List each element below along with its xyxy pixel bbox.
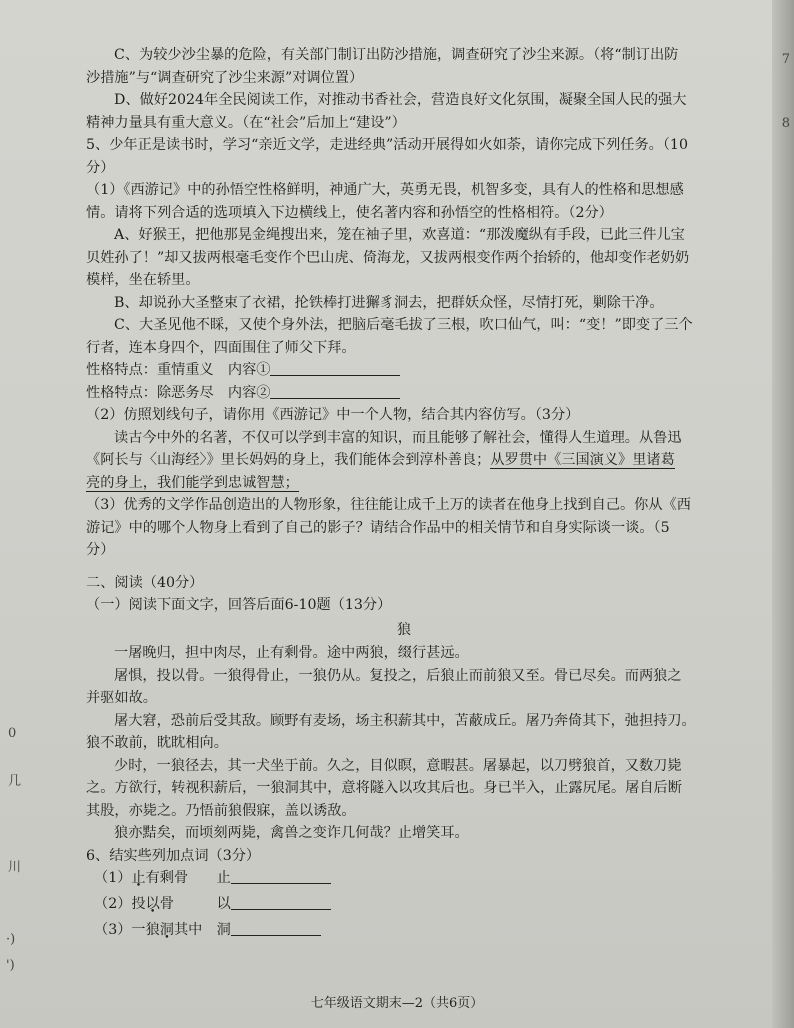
target-word: 以	[216, 896, 231, 912]
option-b: B、却说孙大圣整束了衣裙，抡铁棒打进獬豸洞去，把群妖众怪，尽情打死，剿除干净。	[114, 294, 664, 311]
right-page-edge	[772, 0, 794, 1028]
answer-blank-q6-1[interactable]	[231, 869, 331, 884]
passage-paragraph: 少时，一狼径去，其一犬坐于前。久之，目似瞑，意暇甚。屠暴起，以刀劈狼首，又数刀毙	[114, 757, 682, 774]
dotted-word: 洞	[159, 922, 174, 938]
q6-item-1: （1）止有剩骨 止	[86, 867, 722, 893]
q6-item-3: （3）一狼洞其中 洞	[86, 919, 722, 945]
answer-blank-2[interactable]	[270, 384, 400, 399]
margin-mark: ·)	[6, 932, 16, 947]
q6-item-2: （2）投以骨 以	[86, 893, 722, 919]
margin-mark: 8	[781, 116, 790, 131]
passage-paragraph: 屠大窘，恐前后受其敌。顾野有麦场，场主积薪其中，苫蔽成丘。屠乃奔倚其下，弛担持刀。	[114, 712, 696, 729]
option-a: A、好猴王，把他那晃金绳搜出来，笼在袖子里，欢喜道：“那泼魔纵有手段，已此三件儿宝	[114, 227, 685, 243]
passage-paragraph: 之。方欲行，转视积薪后，一狼洞其中，意将隧入以攻其后也。身已半入，止露尻尾。屠自后断	[86, 780, 682, 796]
option-a: 模样，坐在轿里。	[86, 272, 200, 288]
passage-paragraph: 其股，亦毙之。乃悟前狼假寐，盖以诱敌。	[86, 802, 356, 819]
example-sentence	[86, 472, 722, 495]
passage-paragraph: 狼亦黠矣，而顷刻两毙，禽兽之变诈几何哉？止增笑耳。	[114, 825, 469, 841]
answer-blank-q6-3[interactable]	[231, 921, 321, 936]
option-d-line: 精神力量具有重大意义。（在“社会”后加上“建设”）	[86, 114, 406, 131]
example-sentence: 读古今中外的名著，不仅可以学到丰富的知识，而且能够了解社会，懂得人生道理。从鲁迅	[114, 429, 682, 446]
option-d-line: D、做好2024年全民阅读工作，对推动书香社会，营造良好文化氛围，凝聚全国人民的强大	[114, 92, 687, 108]
example-sentence	[86, 449, 722, 472]
question-5-stem: 5、少年正是读书时，学习“亲近文学，走进经典”活动开展得如火如荼，请你完成下列任务。（10	[86, 137, 688, 153]
question-6-stem: 6、结实些列加点词（3分）	[86, 847, 261, 864]
option-c: C、大圣见他不睬，又使个身外法，把脑后毫毛拔了三根，吹口仙气，叫：“变！”即变了三个	[114, 317, 693, 333]
option-c-line: C、为较少沙尘暴的危险，有关部门制订出防沙措施，调查研究了沙尘来源。（将“制订出防	[114, 47, 679, 63]
q5-sub3: 分）	[86, 542, 115, 558]
passage-paragraph: 一屠晚归，担中肉尽，止有剩骨。途中两狼，缀行甚远。	[114, 645, 469, 661]
question-5-stem: 分）	[86, 159, 115, 176]
underlined-sentence: 从罗贯中《三国演义》里诸葛	[490, 452, 675, 468]
option-c: 行者，连本身四个，四面围住了师父下拜。	[86, 339, 356, 356]
passage-paragraph: 屠惧，投以骨。一狼得骨止，一狼仍从。复投之，后狼止而前狼又至。骨已尽矣。而两狼之	[114, 667, 682, 684]
q5-sub3: 游记》中的哪个人物身上看到了自己的影子？请结合作品中的相关情节和自身实际谈一谈。（5	[86, 519, 670, 536]
answer-blank-q6-2[interactable]	[231, 895, 331, 910]
dotted-word: 止	[131, 870, 146, 886]
section-heading: 二、阅读（40分）	[86, 574, 204, 591]
passage-paragraph: 并驱如故。	[86, 690, 157, 706]
exam-content	[86, 44, 722, 945]
margin-mark: 几	[8, 774, 22, 789]
option-a: 贝姓孙了！”却又拔两根毫毛变作个巴山虎、倚海龙，又拔两根变作两个抬轿的，他却变作老奶奶	[86, 249, 690, 266]
q5-sub2: （2）仿照划线句子，请你用《西游记》中一个人物，结合其内容仿写。（3分）	[86, 407, 580, 423]
trait-row-2	[86, 382, 722, 405]
page-footer: 七年级语文期末—2（共6页）	[310, 996, 484, 1011]
underlined-sentence: 亮的身上，我们能学到忠诚智慧；	[86, 474, 299, 491]
target-word: 止	[216, 870, 231, 886]
dotted-word: 以	[145, 896, 160, 912]
answer-blank-1[interactable]	[270, 361, 400, 376]
trait-label: 性格特点：除恶务尽 内容②	[86, 384, 271, 401]
margin-mark: 0	[8, 726, 17, 741]
q5-sub1: 情。请将下列合适的选项填入下边横线上，使名著内容和孙悟空的性格相符。（2分）	[86, 204, 613, 221]
target-word: 洞	[216, 922, 231, 938]
q5-sub3: （3）优秀的文学作品创造出的人物形象，往往能让成千上万的读者在他身上找到自己。你从《西	[86, 497, 691, 513]
q5-sub1: （1）《西游记》中的孙悟空性格鲜明，神通广大，英勇无畏，机智多变，具有人的性格和思想感	[86, 182, 684, 198]
option-c-line: 沙措施”与“调查研究了沙尘来源”对调位置）	[86, 69, 364, 86]
example-text: 《阿长与〈山海经〉》里长妈妈的身上，我们能体会到淳朴善良；	[86, 452, 491, 468]
margin-mark: ')	[6, 958, 15, 973]
margin-mark: 7	[781, 52, 790, 67]
reading-part-heading: （一）阅读下面文字，回答后面6-10题（13分）	[86, 597, 392, 613]
passage-title: 狼	[396, 621, 412, 638]
trait-row-1	[86, 359, 722, 382]
passage-paragraph: 狼不敢前，眈眈相向。	[86, 735, 228, 751]
trait-label: 性格特点：重情重义 内容①	[86, 362, 271, 378]
margin-mark: 川	[8, 860, 22, 875]
